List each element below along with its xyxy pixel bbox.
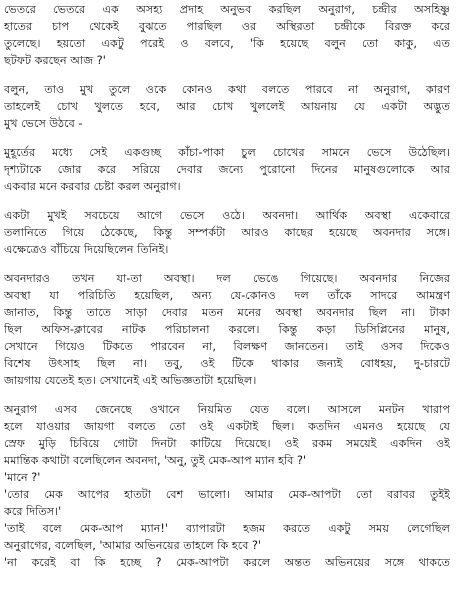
text-line: মুখ ভেসে উঠবে - [4,117,83,130]
text-line: বলুন, তাও মুখ তুলে ওকে কোনও কথা বলতে পারবে না অনুরাগ, কারণ [4,83,450,96]
text-line: অনুরাগ এসব জেনেছে ওখানে নিয়মিত যেত বলে। আসলে মনটন খারাপ [4,403,450,416]
text-line: হলে যাওয়ার জায়গা বলতে তো ওই একটাই ছিল। কতদিন এমনও হয়েছে যে [4,420,450,433]
text-line: তলানিতে গিয়ে ঠেকেছে, কিন্তু সম্পর্কটা আরও কাছের হয়েছে অবনদার সঙ্গে। [4,226,450,239]
paragraph-4 [4,207,450,258]
text-line: এক্ষেত্রেও বাঁচিয়ে দিয়েছিলেন তিনিই। [4,243,169,256]
paragraph-6 [4,401,450,571]
text-line: অনুরাগের, বলেছিল, 'আমার অভিনয়ের তাহলে কি হবে ?' [4,539,261,552]
paragraph-2 [4,81,450,132]
text-line: বিশেষ উৎসাহ ছিল না। তবু, ওই টিকে থাকার জন্যই বোধহয়, দু-চারটে [4,357,450,370]
paragraph-3 [4,144,450,195]
text-line: অবস্থা যা পরিচিতি হয়েছিল, অন্য যে-কোনও দল তাঁকে সাদরে আমন্ত্রণ [4,289,450,302]
text-line: ভেতরে ভেতরে এক অসহ্য প্রদাহ অনুভব করছিল অনুরাগ, চন্দ্রীর অসহিষ্ণু [4,3,450,16]
text-line: মমান্তিক কথাটা বলেছিলেন অবনদা, 'অনু, তুই মেক-আপ ম্যান হবি ?' [4,454,307,467]
paragraph-5 [4,270,450,389]
text-line: একটা মুখই সবচেয়ে আগে ভেসে ওঠে। অবনদা। আর্থিক অবস্থা একেবারে [4,209,450,222]
text-line: 'তোর মেক আপের হাতটা বেশ ভালো। আমার মেক-আপটা তো বরাবর তুইই [4,488,450,501]
text-line: 'মানে ?' [4,471,41,484]
text-line: করে দিতিস।' [4,505,62,518]
text-line: অবনদারও তখন যা-তা অবস্থা। দল ভেঙে গিয়েছে। অবনদার নিজের [4,272,450,285]
text-line: জানাত, কিন্তু তাতে সাড়া দেবার মতন মনের অবস্থা অবনদার ছিল না। টাকা [4,306,450,319]
text-line: একবার মনে করবার চেষ্টা করল অনুরাগ। [4,180,181,193]
text-line: স্রেফ মুড়ি চিবিয়ে গোটা দিনটা কাটিয়ে দিয়েছে। ওই রকম সময়েই একদিন ওই [4,437,450,450]
text-line: দৃশ্যটাকে জোর করে সরিয়ে দেবার জন্যে পুরোনো দিনের মানুষগুলোকে আর [4,163,450,176]
text-line: 'না করেই বা কি হচ্ছে ? মেক-আপটা করলে অন্তত অভিনয়ের সঙ্গে থাকতে [4,556,450,569]
text-line: জায়গায় যেতেই হত। সেখানেই এই অভিজ্ঞতাটা হয়েছিল। [4,374,257,387]
text-line: 'তাই বলে মেক-আপ ম্যান!' ব্যাপারটা হজম করতে একটু সময় লেগেছিল [4,522,450,535]
text-line: তুলেছে। হয়তো একটু পরেই ও বলবে, 'কি হয়েছে বলুন তো কাকু, এত [4,37,450,50]
text-line: তাহলেই চোখ খুলতে হবে, আর চোখ খুললেই আয়নায় যে একটা অদ্ভুত [4,100,450,113]
paragraph-1 [4,1,450,69]
text-line: হাতের চাপ থেকেই বুঝতে পারছিল ওর অস্থিরতা চন্দ্রীকে বিরক্ত করে [4,20,450,33]
text-line: ছটফট করছেন আজ ?' [4,54,106,67]
text-line: ছিল অফিস-ক্লাবের নাটক পরিচালনা করলে। কিন্তু কড়া ডিসিপ্লিনের মানুষ, [4,323,450,336]
text-line: সেখানে গিয়েও টিকতে পারবেন না, বিলক্ষণ জানতেন। তাই ওসব দিকেও [4,340,450,353]
text-line: মুহূর্তের মধ্যে সেই একগুচ্ছ কাঁচা-পাকা চুল চোখের সামনে ভেসে উঠেছিল। [4,146,450,159]
